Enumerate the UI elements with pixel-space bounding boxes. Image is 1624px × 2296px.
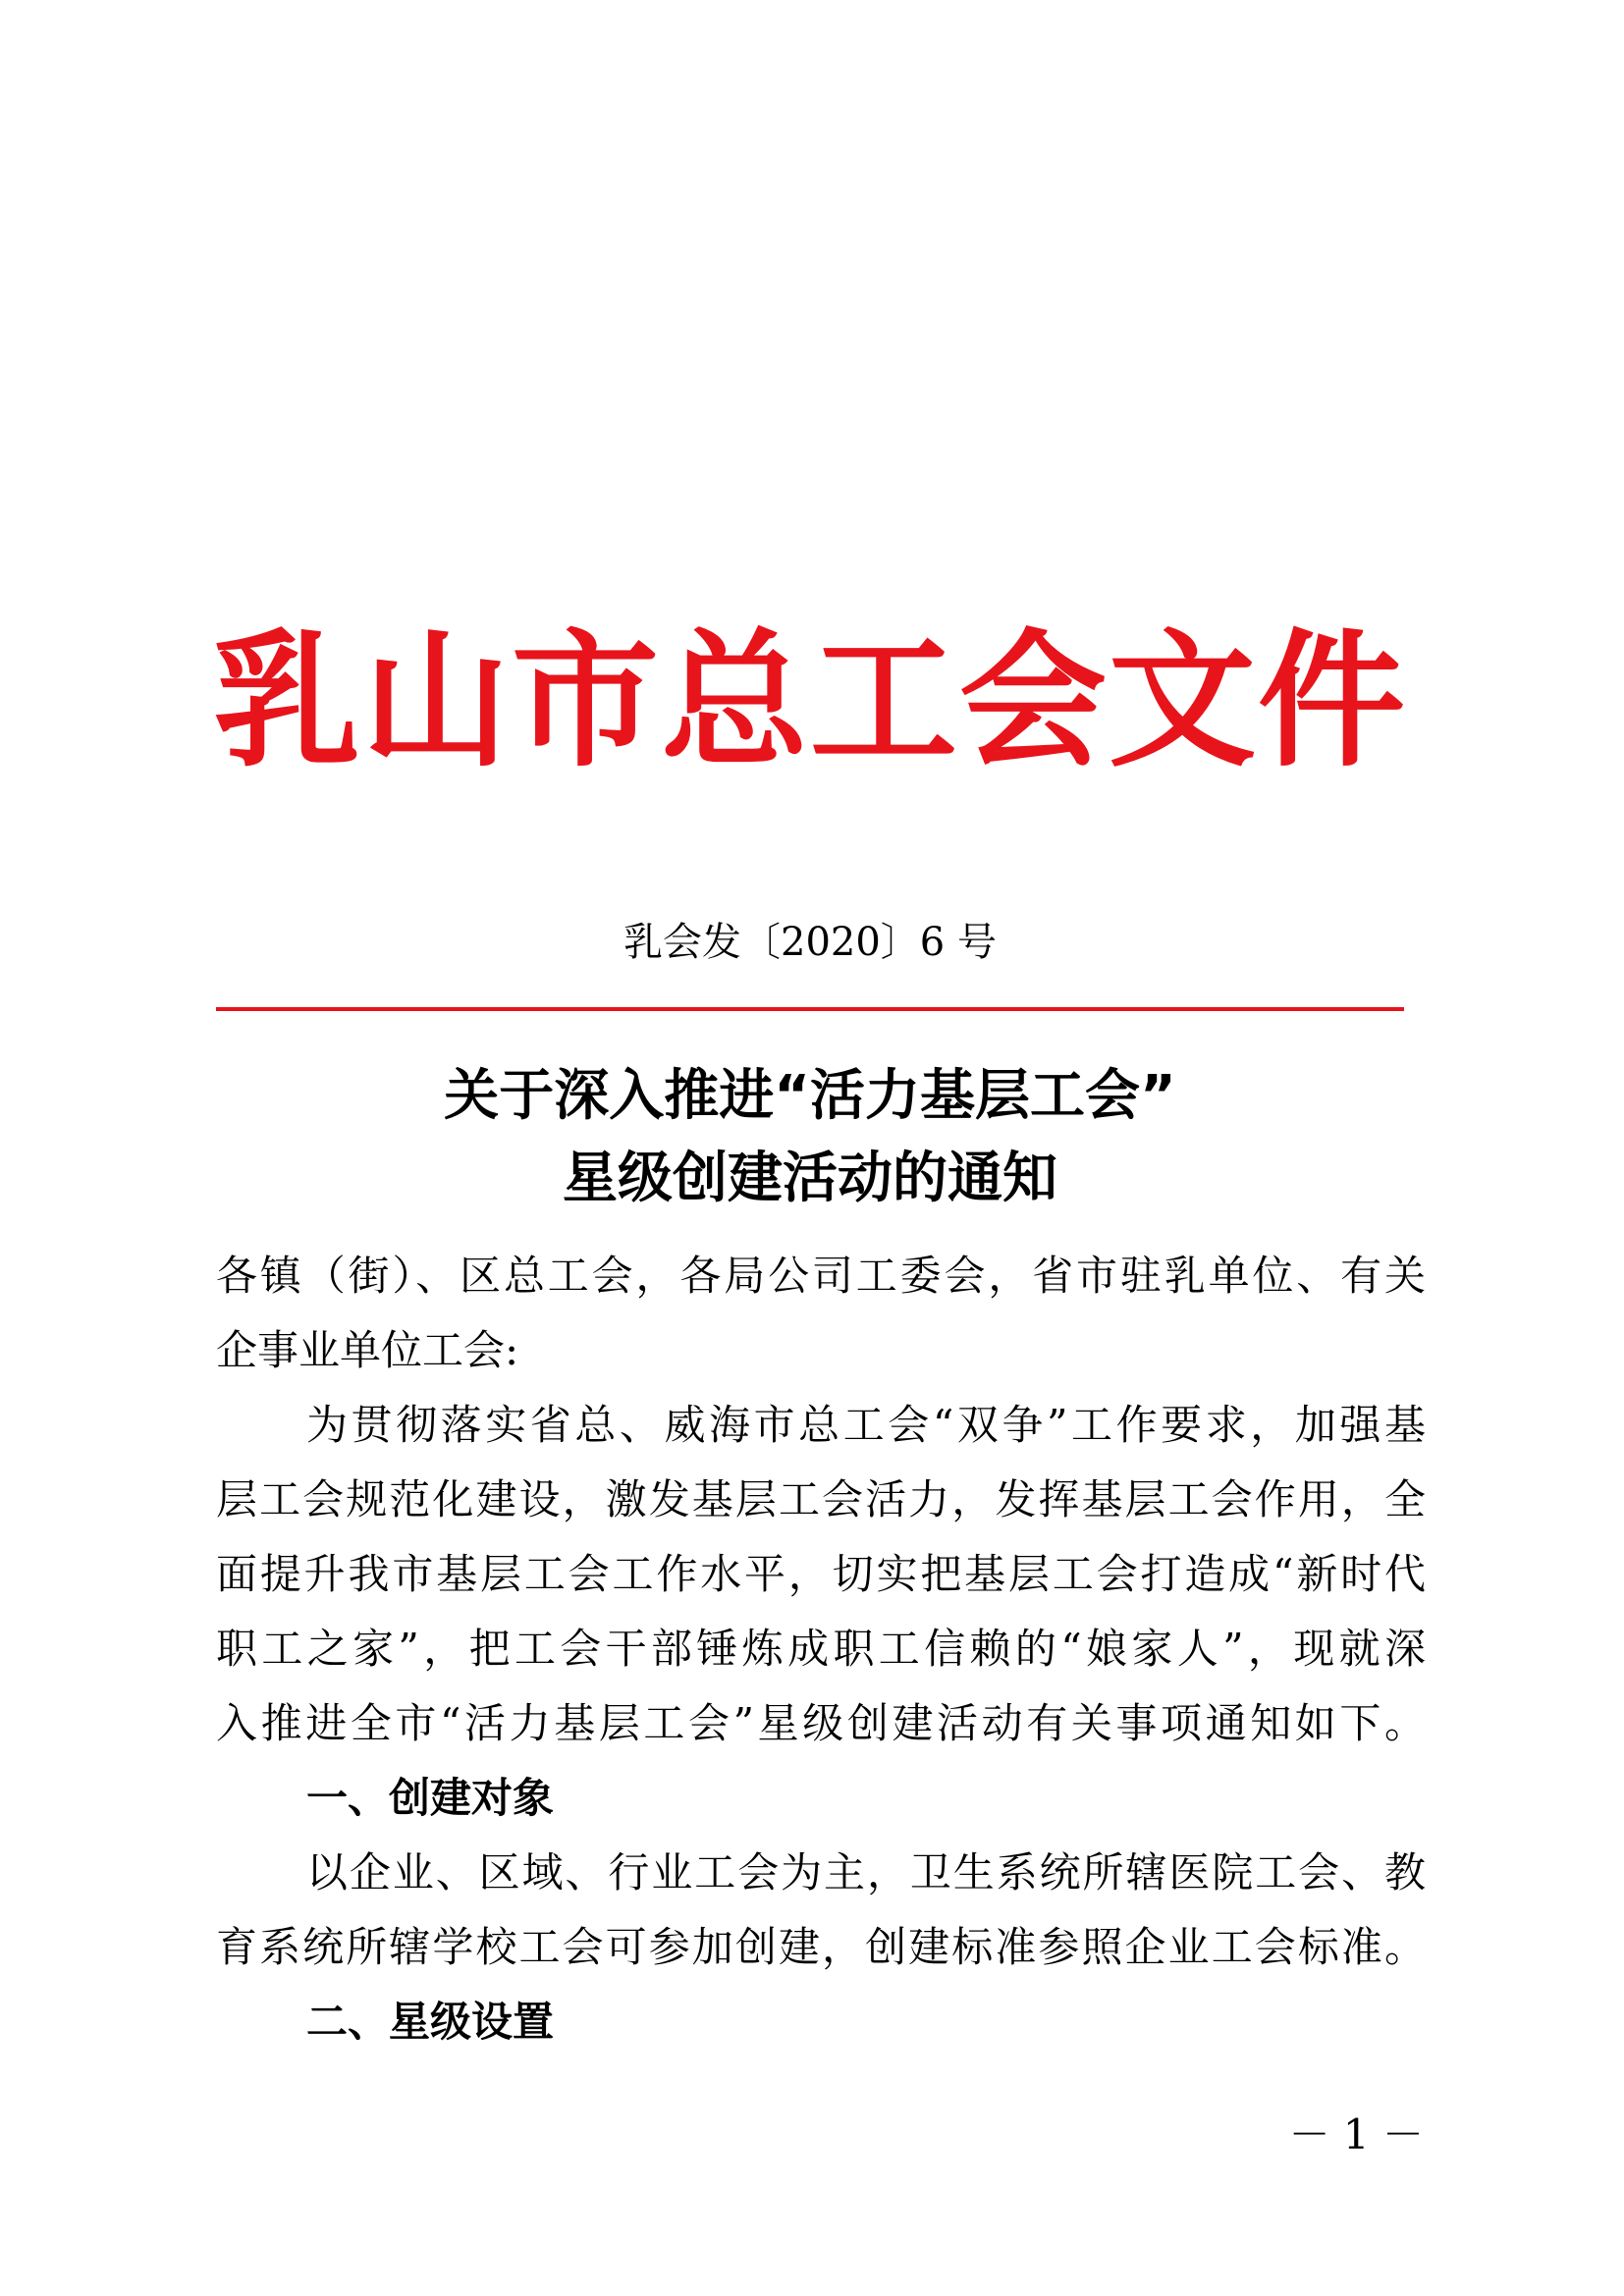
notice-title-line-1: 关于深入推进“活力基层工会” (444, 1064, 1176, 1128)
red-separator-rule (216, 1007, 1404, 1011)
paragraph-1-line-4: 职工之家”，把工会干部锤炼成职工信赖的“娘家人”，现就深 (216, 1625, 1426, 1673)
section-1-line-2: 育系统所辖学校工会可参加创建，创建标准参照企业工会标准。 (216, 1923, 1426, 1971)
paragraph-1-line-2: 层工会规范化建设，激发基层工会活力，发挥基层工会作用，全 (216, 1475, 1426, 1523)
page-number: － 1 － (1288, 2110, 1424, 2159)
paragraph-1-line-1: 为贯彻落实省总、威海市总工会“双争”工作要求，加强基 (306, 1401, 1426, 1449)
document-number: 乳会发〔2020〕6 号 (623, 920, 997, 965)
addressee-line-2: 企事业单位工会: (216, 1326, 519, 1374)
section-1-line-1: 以企业、区域、行业工会为主，卫生系统所辖医院工会、教 (306, 1848, 1426, 1896)
addressee-line-1: 各镇（街）、区总工会，各局公司工委会，省市驻乳单位、有关 (216, 1252, 1426, 1300)
paragraph-1-line-3: 面提升我市基层工会工作水平，切实把基层工会打造成“新时代 (216, 1550, 1426, 1598)
paragraph-1-line-5: 入推进全市“活力基层工会”星级创建活动有关事项通知如下。 (216, 1699, 1426, 1747)
section-2-heading: 二、星级设置 (306, 1998, 555, 2046)
notice-title-line-2: 星级创建活动的通知 (563, 1147, 1057, 1210)
section-1-heading: 一、创建对象 (306, 1774, 555, 1822)
masthead-title: 乳山市总工会文件 (212, 616, 1407, 787)
